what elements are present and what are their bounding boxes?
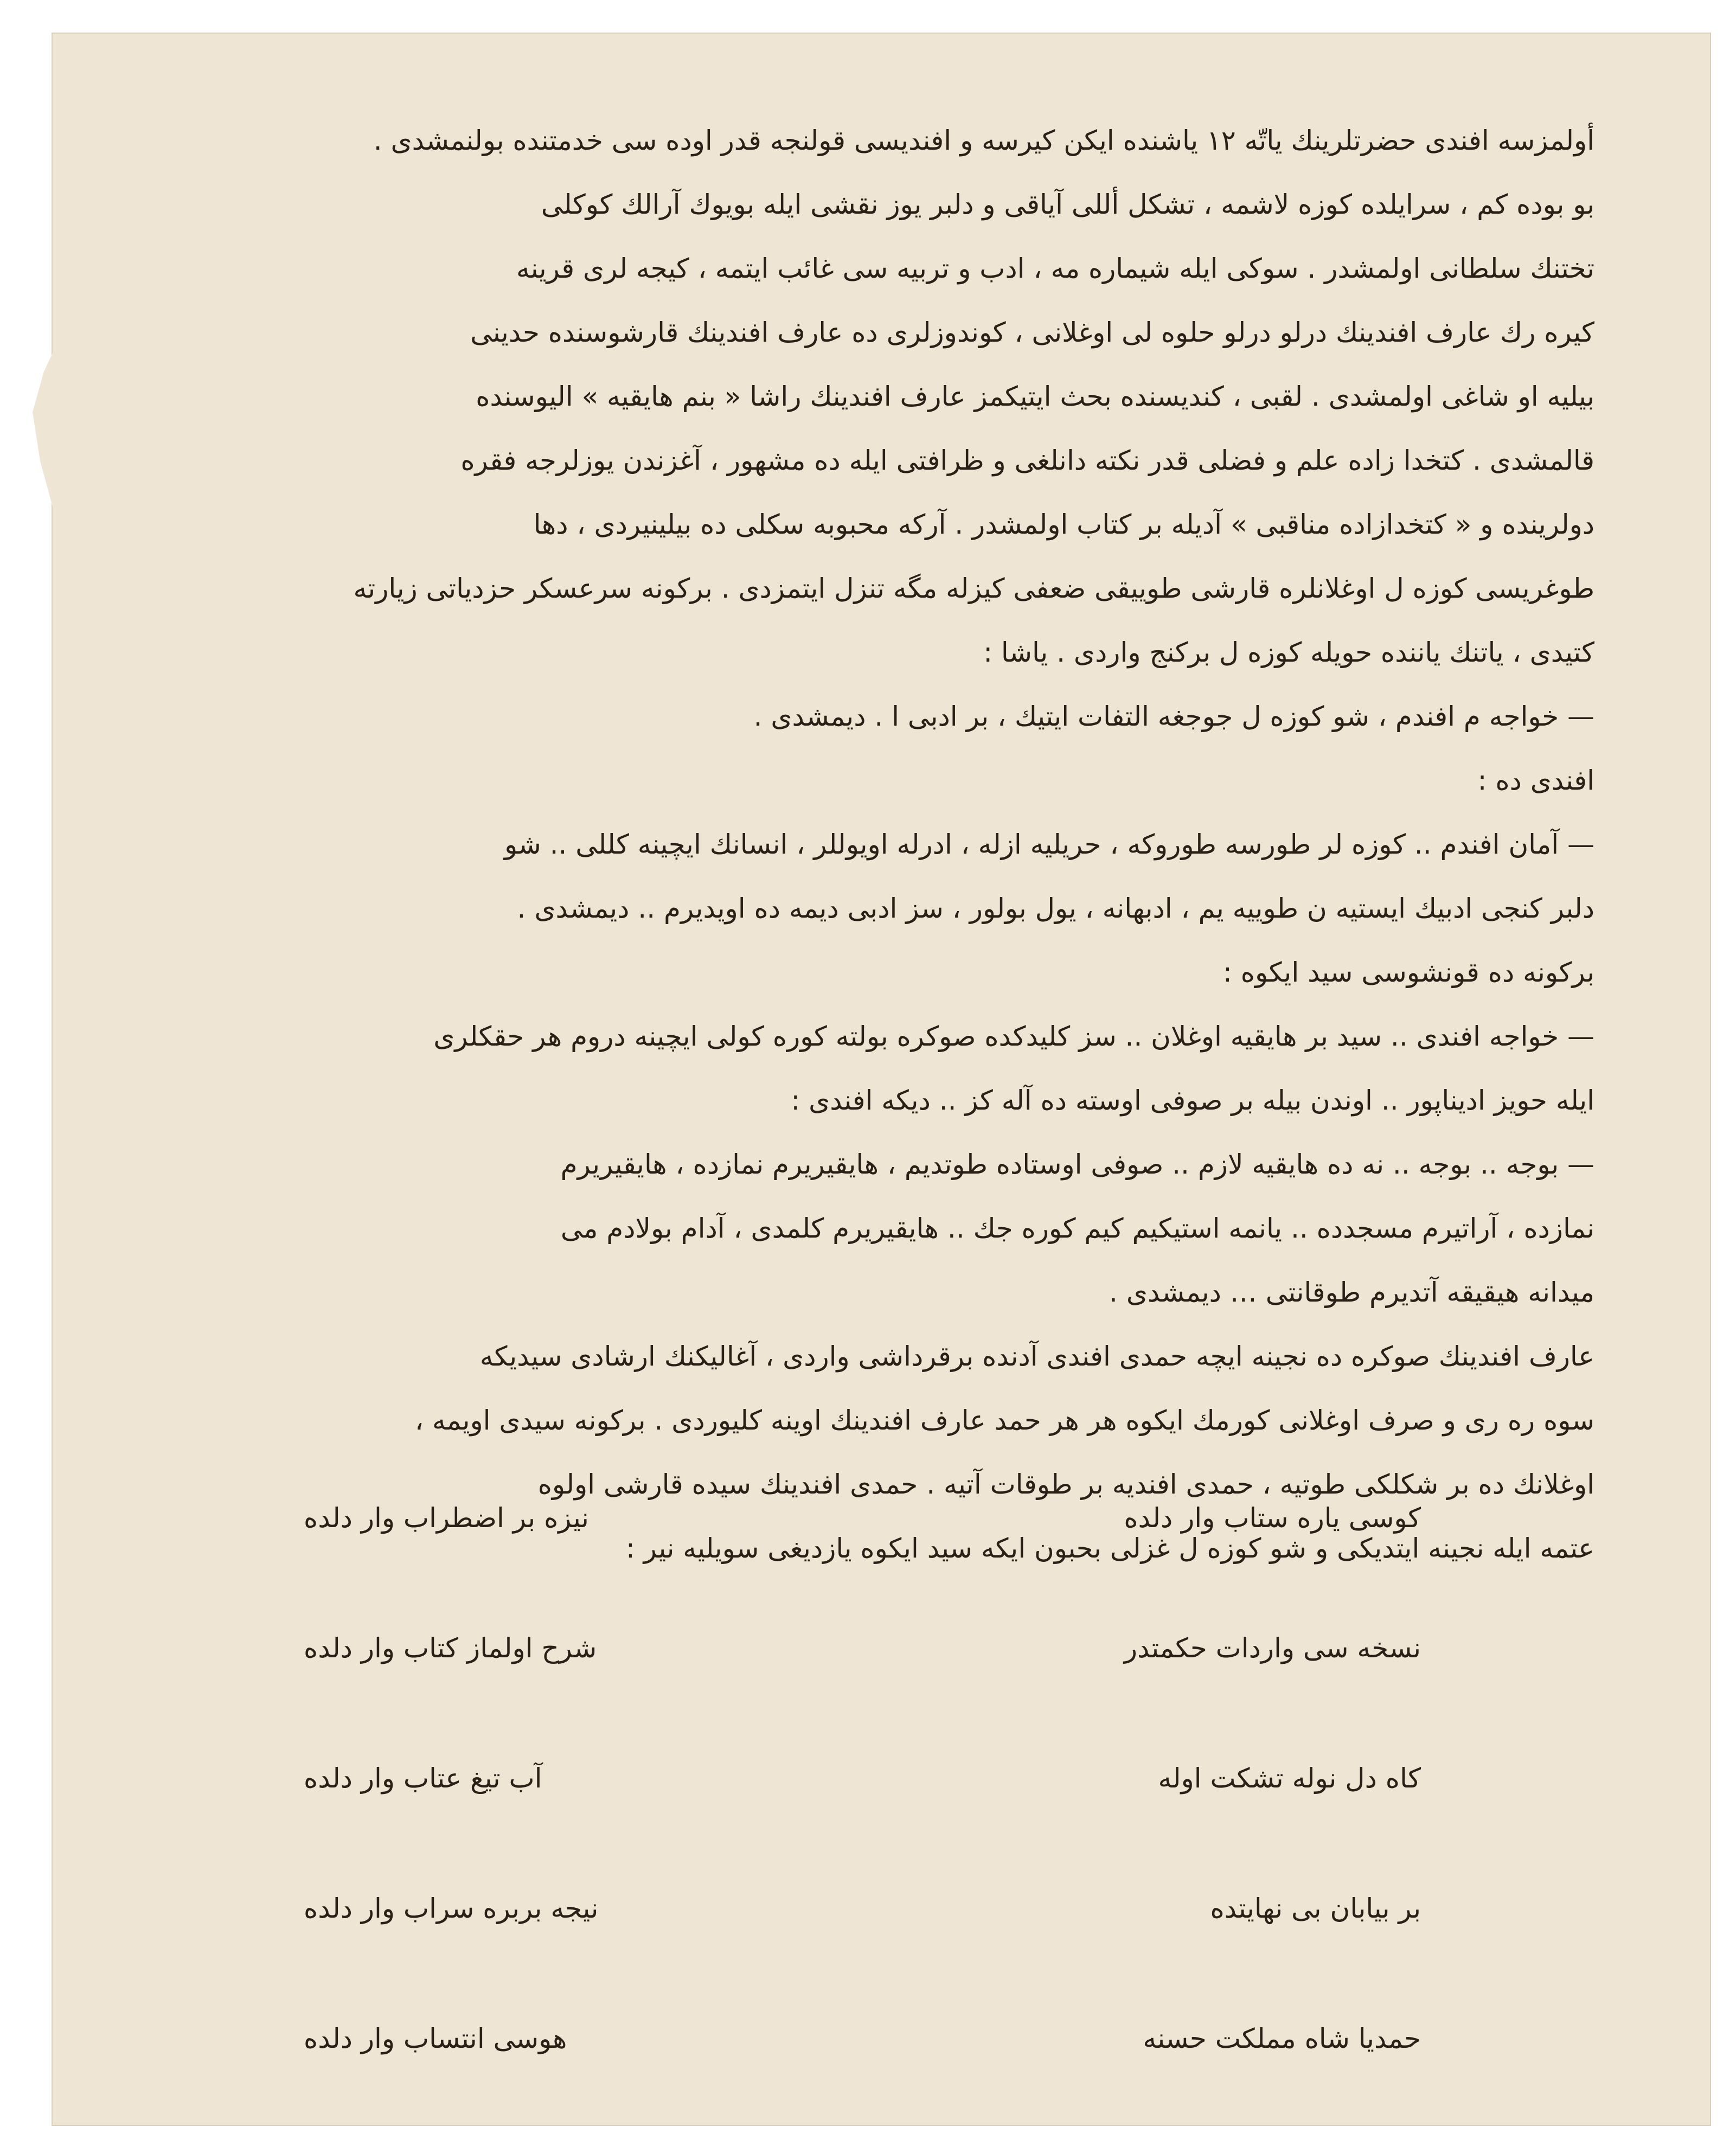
text-line: کتیدی ، یاتنك یاننده حویله کوزه ل برکنج واردی . یاشا :: [983, 637, 1594, 668]
ghazal-verses: [304, 1502, 1421, 2153]
verse-first-hemistich: بر بیابان بی نهایتده: [1210, 1893, 1421, 1924]
verse-couplet: [304, 1632, 1421, 1763]
verse-second-hemistich: نیجه بربره سراب وار دلده: [304, 1893, 599, 1924]
dialogue-line: برکونه ده قونشوسی سید ایکوه :: [1223, 957, 1594, 988]
text-line: دولرینده و « کتخدازاده مناقبی » آدیله بر کتاب اولمشدر . آرکه محبوبه سکلی ده بیلینیردی ، دها: [533, 509, 1594, 540]
verse-first-hemistich: کوسی یاره ستاب وار دلده: [1124, 1502, 1421, 1534]
dialogue-line: دلبر کنجی ادبیك ایستیه ن طوییه یم ، ادبهانه ، یول بولور ، سز ادبی دیمه ده اویدیرم .. دیمشدی .: [517, 893, 1594, 924]
torn-edge: [33, 347, 71, 510]
dialogue-line: عارف افندینك صوکره ده نجینه ایچه حمدی افندی آدنده برقرداشی واردی ، آغالیکنك ارشادی سیدیکه: [479, 1341, 1594, 1372]
verse-couplet: [304, 1763, 1421, 1893]
dialogue-line: سوه ره ری و صرف اوغلانی کورمك ایکوه هر هر حمد عارف افندینك اوینه کلیوردی . برکونه سیدی اویمه ،: [414, 1405, 1594, 1436]
text-line: بو بوده کم ، سرایلده کوزه لاشمه ، تشکل أللی آیاقی و دلبر یوز نقشی ایله بویوك آرالك کوکلی: [541, 189, 1594, 220]
verse-second-hemistich: شرح اولماز کتاب وار دلده: [304, 1632, 597, 1664]
text-line: قالمشدی . کتخدا زاده علم و فضلی قدر نکته دانلغی و ظرافتی ایله ده مشهور ، آغزندن یوزلرجه فقره: [460, 445, 1594, 476]
verse-second-hemistich: آب تیغ عتاب وار دلده: [304, 1763, 542, 1794]
text-line: کیره رك عارف افندینك درلو درلو حلوه لی اوغلانی ، کوندوزلری ده عارف افندینك قارشوسنده حدینی: [470, 317, 1594, 348]
verse-first-hemistich: حمدیا شاه مملکت حسنه: [1143, 2023, 1421, 2054]
dialogue-line: اوغلانك ده بر شکلکی طوتیه ، حمدی افندیه بر طوقات آتیه . حمدی افندینك سیده قارشی اولوه: [537, 1469, 1594, 1500]
dialogue-line: افندی ده :: [1477, 765, 1594, 796]
dialogue-line: — آمان افندم .. کوزه لر طورسه طوروکه ، حریلیه ازله ، ادرله اویوللر ، انسانك ایچینه کللی .. شو: [504, 829, 1594, 860]
dialogue-line: ایله حویز ادیناپور .. اوندن بیله بر صوفی اوسته ده آله کز .. دیکه افندی :: [791, 1085, 1594, 1116]
text-line: أولمزسه افندی حضرتلرینك یاتّه ١٢ یاشنده ایکن کیرسه و افندیسی قولنجه قدر اوده سی خدمتنده بولنمشدی .: [373, 125, 1594, 156]
text-line: بیلیه او شاغی اولمشدی . لقبی ، کندیسنده بحث ایتیکمز عارف افندینك راشا « بنم هایقیه » الیوسنده: [476, 381, 1594, 412]
verse-couplet: [304, 1502, 1421, 1632]
manuscript-body: [125, 108, 1594, 1580]
dialogue-line: میدانه هیقیقه آتدیرم طوقانتی … دیمشدی .: [1109, 1277, 1594, 1308]
text-line: طوغریسی کوزه ل اوغلانلره قارشی طوییقی ضعفی کیزله مگه تنزل ایتمزدی . برکونه سرعسکر حزدیاتی زیارته: [353, 573, 1594, 604]
verse-couplet: [304, 2023, 1421, 2153]
dialogue-line: — بوجه .. بوجه .. نه ده هایقیه لازم .. صوفی اوستاده طوتدیم ، هایقیریرم نمازده ، هایقیریرم: [560, 1149, 1594, 1180]
verse-second-hemistich: هوسی انتساب وار دلده: [304, 2023, 567, 2054]
text-line: تختنك سلطانی اولمشدر . سوکی ایله شیماره مه ، ادب و تربیه سی غائب ایتمه ، کیجه لری قرینه: [516, 253, 1594, 284]
verse-first-hemistich: کاه دل نوله تشکت اوله: [1158, 1763, 1421, 1794]
verse-first-hemistich: نسخه سی واردات حکمتدر: [1124, 1632, 1421, 1664]
dialogue-line: — خواجه افندی .. سید بر هایقیه اوغلان .. سز کلیدکده صوکره بولته کوره کولی ایچینه دروم هر حقکلری: [433, 1021, 1594, 1052]
verse-second-hemistich: نیزه بر اضطراب وار دلده: [304, 1502, 589, 1534]
dialogue-line: عتمه ایله نجینه ایتدیکی و شو کوزه ل غزلی بحبون ایکه سید ایکوه یازدیغی سویلیه نیر :: [626, 1533, 1594, 1564]
verse-couplet: [304, 1893, 1421, 2023]
dialogue-line: نمازده ، آراتیرم مسجدده .. یانمه استیکیم کیم کوره جك .. هایقیریرم کلمدی ، آدام بولادم می: [560, 1213, 1594, 1244]
dialogue-line: — خواجه م افندم ، شو کوزه ل جوجغه التفات ایتیك ، بر ادبی ا . دیمشدی .: [753, 701, 1594, 732]
